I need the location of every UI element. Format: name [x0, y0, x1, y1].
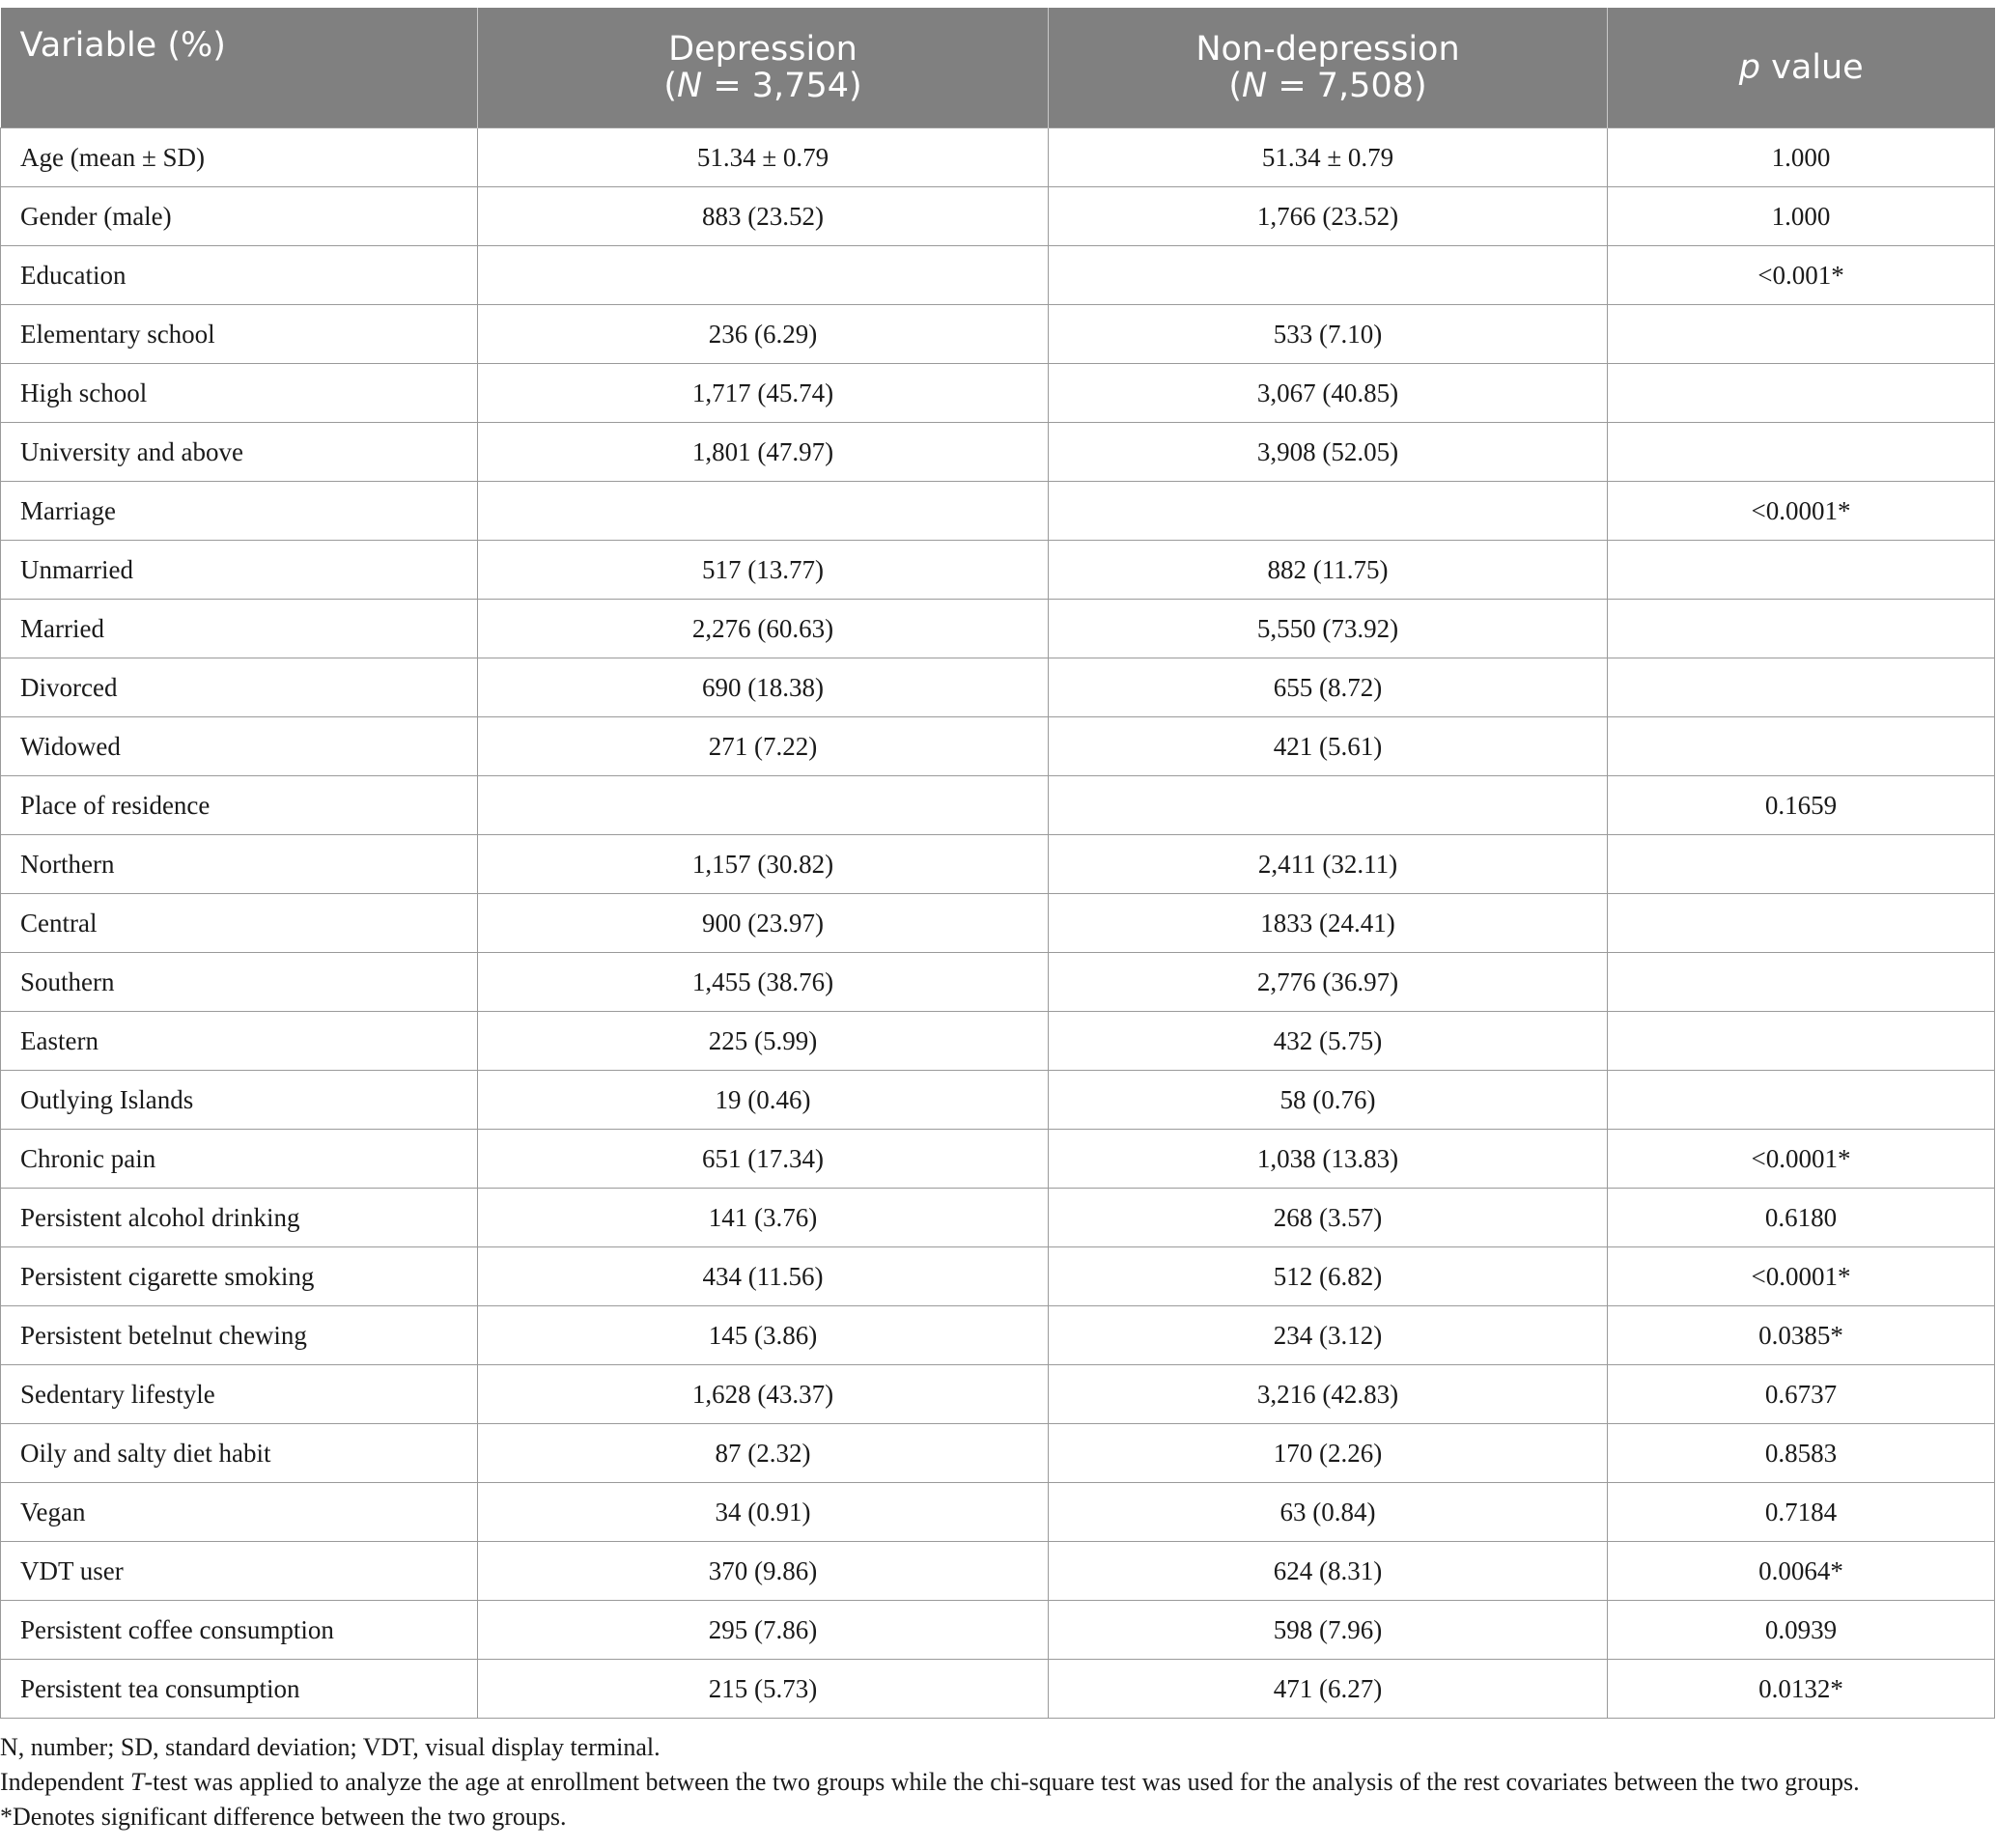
cell-depression: 370 (9.86) [478, 1542, 1049, 1601]
table-row [1, 1189, 1995, 1247]
cell-depression: 651 (17.34) [478, 1130, 1049, 1189]
cell-depression: 1,157 (30.82) [478, 835, 1049, 894]
cell-nondepression: 63 (0.84) [1049, 1483, 1608, 1542]
cell-nondepression: 421 (5.61) [1049, 717, 1608, 776]
table-row [1, 658, 1995, 717]
cell-depression: 690 (18.38) [478, 658, 1049, 717]
cell-depression: 19 (0.46) [478, 1071, 1049, 1130]
cell-depression: 1,628 (43.37) [478, 1365, 1049, 1424]
cell-nondepression: 2,411 (32.11) [1049, 835, 1608, 894]
cell-variable: Northern [1, 835, 478, 894]
table-row [1, 953, 1995, 1012]
cell-nondepression: 1833 (24.41) [1049, 894, 1608, 953]
table-container [0, 8, 1994, 1719]
header-p-letter: p [1738, 48, 1760, 87]
characteristics-table [0, 8, 1995, 1719]
cell-nondepression: 5,550 (73.92) [1049, 600, 1608, 658]
cell-variable: Unmarried [1, 541, 478, 600]
cell-p-value: 0.8583 [1608, 1424, 1995, 1483]
cell-depression: 34 (0.91) [478, 1483, 1049, 1542]
table-header [1, 8, 1995, 128]
cell-depression: 1,801 (47.97) [478, 423, 1049, 482]
cell-p-value: 0.6737 [1608, 1365, 1995, 1424]
cell-nondepression: 3,908 (52.05) [1049, 423, 1608, 482]
cell-p-value: 0.7184 [1608, 1483, 1995, 1542]
cell-nondepression: 655 (8.72) [1049, 658, 1608, 717]
header-variable [1, 8, 478, 128]
footnote-methods-t: T [130, 1768, 145, 1796]
cell-depression: 225 (5.99) [478, 1012, 1049, 1071]
cell-p-value: 1.000 [1608, 187, 1995, 246]
cell-variable: Education [1, 246, 478, 305]
table-row [1, 1071, 1995, 1130]
footnote-methods-post: -test was applied to analyze the age at enrollment between the two groups while the chi-square test was used for the analysis of the rest covariates between the two groups. [144, 1768, 1860, 1796]
cell-p-value [1608, 364, 1995, 423]
header-depression-n-value: = 3,754) [702, 67, 862, 105]
cell-nondepression: 2,776 (36.97) [1049, 953, 1608, 1012]
cell-depression: 215 (5.73) [478, 1660, 1049, 1719]
header-nondepression-n: (N = 7,508) [1228, 67, 1427, 105]
cell-p-value: 0.0132* [1608, 1660, 1995, 1719]
table-row [1, 717, 1995, 776]
cell-nondepression [1049, 776, 1608, 835]
header-nondepression-n-letter: N [1242, 67, 1268, 105]
cell-p-value [1608, 1071, 1995, 1130]
table-row [1, 1424, 1995, 1483]
cell-nondepression: 3,067 (40.85) [1049, 364, 1608, 423]
cell-p-value: 0.0385* [1608, 1306, 1995, 1365]
table-body [1, 128, 1995, 1719]
cell-nondepression [1049, 482, 1608, 541]
table-row [1, 423, 1995, 482]
table-row [1, 482, 1995, 541]
cell-variable: Elementary school [1, 305, 478, 364]
cell-variable: Persistent alcohol drinking [1, 1189, 478, 1247]
cell-p-value: 1.000 [1608, 128, 1995, 187]
header-nondepression-title: Non-depression [1195, 30, 1460, 69]
cell-depression: 883 (23.52) [478, 187, 1049, 246]
footnote-methods [0, 1765, 1989, 1800]
cell-variable: Vegan [1, 1483, 478, 1542]
cell-depression: 271 (7.22) [478, 717, 1049, 776]
cell-depression: 517 (13.77) [478, 541, 1049, 600]
cell-nondepression [1049, 246, 1608, 305]
cell-nondepression: 51.34 ± 0.79 [1049, 128, 1608, 187]
cell-variable: Gender (male) [1, 187, 478, 246]
table-row [1, 600, 1995, 658]
cell-variable: Eastern [1, 1012, 478, 1071]
table-row [1, 541, 1995, 600]
cell-p-value [1608, 423, 1995, 482]
cell-depression: 295 (7.86) [478, 1601, 1049, 1660]
header-depression-n-letter: N [677, 67, 703, 105]
header-nondepression [1049, 8, 1608, 128]
table-row [1, 187, 1995, 246]
cell-p-value: 0.0939 [1608, 1601, 1995, 1660]
cell-nondepression: 624 (8.31) [1049, 1542, 1608, 1601]
cell-depression [478, 246, 1049, 305]
cell-nondepression: 234 (3.12) [1049, 1306, 1608, 1365]
cell-variable: VDT user [1, 1542, 478, 1601]
cell-p-value: 0.6180 [1608, 1189, 1995, 1247]
cell-variable: Central [1, 894, 478, 953]
footnote-significance: *Denotes significant difference between the two groups. [0, 1803, 567, 1831]
cell-p-value [1608, 717, 1995, 776]
table-row [1, 1247, 1995, 1306]
cell-p-value [1608, 953, 1995, 1012]
cell-variable: Divorced [1, 658, 478, 717]
cell-p-value: <0.0001* [1608, 1130, 1995, 1189]
cell-depression [478, 776, 1049, 835]
cell-nondepression: 432 (5.75) [1049, 1012, 1608, 1071]
cell-p-value: 0.0064* [1608, 1542, 1995, 1601]
cell-depression: 900 (23.97) [478, 894, 1049, 953]
table-row [1, 364, 1995, 423]
table-row [1, 1365, 1995, 1424]
cell-depression: 1,455 (38.76) [478, 953, 1049, 1012]
cell-variable: Southern [1, 953, 478, 1012]
cell-depression: 2,276 (60.63) [478, 600, 1049, 658]
cell-variable: Age (mean ± SD) [1, 128, 478, 187]
cell-p-value [1608, 541, 1995, 600]
table-row [1, 1542, 1995, 1601]
cell-variable: Oily and salty diet habit [1, 1424, 478, 1483]
cell-variable: University and above [1, 423, 478, 482]
cell-p-value [1608, 600, 1995, 658]
cell-depression [478, 482, 1049, 541]
table-row [1, 776, 1995, 835]
cell-nondepression: 598 (7.96) [1049, 1601, 1608, 1660]
header-depression [478, 8, 1049, 128]
cell-variable: Place of residence [1, 776, 478, 835]
cell-p-value [1608, 894, 1995, 953]
cell-variable: Widowed [1, 717, 478, 776]
cell-depression: 1,717 (45.74) [478, 364, 1049, 423]
cell-p-value: 0.1659 [1608, 776, 1995, 835]
header-p-value [1608, 8, 1995, 128]
cell-variable: Outlying Islands [1, 1071, 478, 1130]
header-depression-title: Depression [668, 30, 857, 69]
header-depression-n: (N = 3,754) [663, 67, 862, 105]
header-row [1, 8, 1995, 128]
cell-variable: Marriage [1, 482, 478, 541]
header-nondepression-n-value: = 7,508) [1267, 67, 1427, 105]
cell-nondepression: 512 (6.82) [1049, 1247, 1608, 1306]
cell-nondepression: 58 (0.76) [1049, 1071, 1608, 1130]
cell-nondepression: 882 (11.75) [1049, 541, 1608, 600]
cell-variable: High school [1, 364, 478, 423]
table-row [1, 246, 1995, 305]
cell-nondepression: 268 (3.57) [1049, 1189, 1608, 1247]
cell-variable: Persistent coffee consumption [1, 1601, 478, 1660]
cell-variable: Chronic pain [1, 1130, 478, 1189]
table-row [1, 1306, 1995, 1365]
table-footnotes [0, 1730, 1989, 1834]
cell-depression: 87 (2.32) [478, 1424, 1049, 1483]
cell-nondepression: 533 (7.10) [1049, 305, 1608, 364]
cell-depression: 51.34 ± 0.79 [478, 128, 1049, 187]
cell-variable: Married [1, 600, 478, 658]
table-row [1, 1483, 1995, 1542]
cell-nondepression: 471 (6.27) [1049, 1660, 1608, 1719]
cell-variable: Sedentary lifestyle [1, 1365, 478, 1424]
footnote-abbreviations: N, number; SD, standard deviation; VDT, visual display terminal. [0, 1733, 661, 1761]
cell-nondepression: 1,038 (13.83) [1049, 1130, 1608, 1189]
table-row [1, 1012, 1995, 1071]
cell-variable: Persistent betelnut chewing [1, 1306, 478, 1365]
header-variable-label: Variable (%) [19, 26, 226, 65]
header-p-rest: value [1759, 48, 1864, 87]
cell-p-value [1608, 658, 1995, 717]
footnote-methods-pre: Independent [0, 1768, 131, 1796]
table-row [1, 835, 1995, 894]
cell-nondepression: 170 (2.26) [1049, 1424, 1608, 1483]
cell-p-value: <0.0001* [1608, 1247, 1995, 1306]
cell-depression: 145 (3.86) [478, 1306, 1049, 1365]
cell-p-value: <0.001* [1608, 246, 1995, 305]
cell-p-value: <0.0001* [1608, 482, 1995, 541]
table-row [1, 894, 1995, 953]
cell-depression: 434 (11.56) [478, 1247, 1049, 1306]
cell-depression: 141 (3.76) [478, 1189, 1049, 1247]
table-row [1, 1130, 1995, 1189]
cell-variable: Persistent cigarette smoking [1, 1247, 478, 1306]
cell-p-value [1608, 305, 1995, 364]
cell-variable: Persistent tea consumption [1, 1660, 478, 1719]
table-row [1, 305, 1995, 364]
cell-p-value [1608, 1012, 1995, 1071]
table-row [1, 128, 1995, 187]
cell-depression: 236 (6.29) [478, 305, 1049, 364]
table-row [1, 1660, 1995, 1719]
cell-nondepression: 3,216 (42.83) [1049, 1365, 1608, 1424]
table-row [1, 1601, 1995, 1660]
cell-p-value [1608, 835, 1995, 894]
cell-nondepression: 1,766 (23.52) [1049, 187, 1608, 246]
